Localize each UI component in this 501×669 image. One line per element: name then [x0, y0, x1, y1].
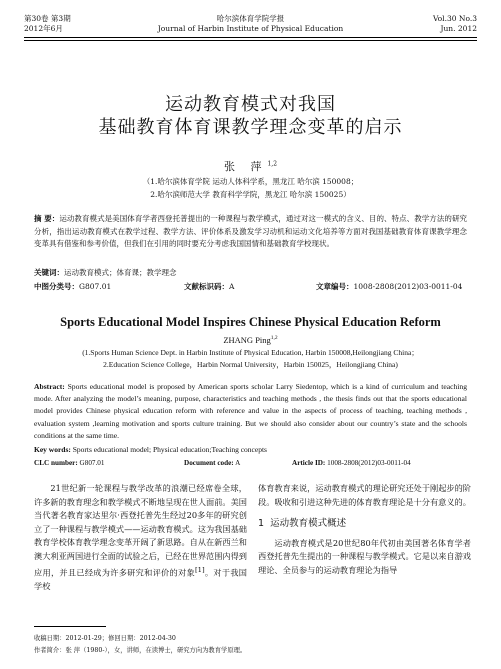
section-heading [258, 517, 471, 531]
article-id-en-value: 1008-2808(2012)03-0011-04 [327, 459, 411, 467]
paper-title-line1: 运动教育模式对我国 [165, 94, 336, 115]
article-id-label: 文章编号： [316, 282, 354, 291]
author-sup: 1,2 [267, 160, 278, 168]
clc-en-label: CLC number: [34, 459, 78, 467]
article-id-en-label: Article ID: [292, 459, 326, 467]
body-text-tail: 。对于我国学校 [34, 567, 247, 591]
author-bio: 作者简介：张 萍（1980-），女，讲师，在读博士，研究方向为教育学原理。 [34, 647, 247, 654]
header-rule-thin [24, 40, 477, 41]
english-affiliation-2: 2.Education Science College，Harbin Normal University，Harbin 150025，Heilongjiang China) [103, 360, 398, 369]
abstract-en-label: Abstract: [34, 382, 65, 391]
received-date: 收稿日期：2012-01-29；修回日期：2012-04-30 [34, 635, 176, 642]
classification-cn [34, 281, 467, 292]
journal-name-en: Journal of Harbin Institute of Physical Education [157, 24, 344, 33]
author-name: 张 萍 [223, 160, 268, 173]
english-author [0, 335, 501, 345]
keywords-en-text: Sports educational model; Physical education;Teaching concepts [72, 445, 267, 454]
article-id-value: 1008-2808(2012)03-0011-04 [353, 282, 463, 291]
section-title: 运动教育模式概述 [270, 518, 347, 530]
body-text: 21世纪新一轮课程与教学改革的浪潮已经席卷全球，许多新的教育理念和教学模式不断地呈现在世人面前。美国当代著名教育家达里尔·西登托普先生经过20多年的研究创立了一种课程与教学模式——运动教育模式。这为我国基础教育学校体育教学理念变革开阔了新思路。自从在新西兰和澳大利亚两国进行全面的试验之后，已经在世界范围内得到应用，并且已经成为许多研究和评价的对象 [34, 483, 247, 578]
affiliation-1: （1.哈尔滨体育学院 运动人体科学系，黑龙江 哈尔滨 150008； [142, 177, 359, 186]
english-title: Sports Educational Model Inspires Chinese Physical Education Reform [60, 315, 441, 329]
citation: [1] [194, 565, 205, 574]
journal-name-cn: 哈尔滨体育学院学报 [216, 14, 285, 23]
body-paragraph: 运动教育模式是20世纪80年代初由美国著名体育学者西登托普先生提出的一种课程与教学模式。它是以来自游戏理论、全员参与的运动教育理论为指导 [258, 537, 471, 575]
abstract-label: 摘 要： [34, 214, 60, 223]
doc-code-en-label: Document code: [184, 459, 234, 467]
english-author-sup: 1,2 [270, 335, 278, 342]
date-line: 2012年6月 [24, 24, 63, 33]
keywords-label: 关键词： [34, 268, 64, 277]
body-paragraph [34, 482, 247, 593]
doc-code-label: 文献标识码： [184, 282, 229, 291]
abstract-en-text: Sports educational model is proposed by American sports scholar Larry Siedentop, which is a kind of curriculum and teaching mode. After analyzing the model’s meaning, purpose, characteristics and teaching methods , the thesis finds out that the sports educational model provides Chinese physical education reform with reference and value in the aspects of process of teaching, teaching methods , evaluation system ,learning motivation and sports culture training. But we should also consider about our country’s state and the schools conditions at the same time. [34, 382, 467, 440]
body-column-left [34, 482, 247, 593]
english-author-name: ZHANG Ping [223, 335, 271, 345]
volume-line: 第30卷 第3期 [24, 14, 71, 23]
page-header [24, 14, 477, 48]
journal-name [24, 14, 477, 34]
keywords-en [34, 445, 467, 454]
header-rule-thick [24, 37, 477, 38]
clc-en-value: G807.01 [79, 459, 105, 467]
clc-value: G807.01 [79, 282, 112, 291]
keywords-text: 运动教育模式；体育课；教学理念 [64, 268, 177, 277]
volume-issue-en [433, 14, 477, 34]
keywords-en-label: Key words: [34, 445, 71, 454]
section-number: 1 [258, 518, 265, 530]
affiliation-2: 2.哈尔滨师范大学 教育科学学院，黑龙江 哈尔滨 150025） [150, 190, 351, 199]
body-paragraph: 体育教育来说，运动教育模式的理论研究还处于刚起步的阶段。吸收和引进这种先进的体育教育理论是十分有意义的。 [258, 483, 471, 507]
abstract-en [34, 381, 467, 442]
keywords-cn [34, 267, 467, 278]
doc-code-en-value: A [235, 459, 241, 467]
body-column-right [258, 482, 471, 578]
english-affiliation-1: (1.Sports Human Science Dept. in Harbin Institute of Physical Education, Harbin 150008,Heilongjiang China； [82, 348, 419, 357]
abstract-cn [34, 213, 467, 251]
footnote-rule [34, 626, 106, 627]
paper-title-line2: 基础教育体育课教学理念变革的启示 [98, 117, 403, 138]
volume-line-en: Vol.30 No.3 [432, 14, 477, 23]
author [0, 158, 501, 174]
classification-en [34, 459, 467, 467]
abstract-text: 运动教育模式是美国体育学者西登托普提出的一种课程与教学模式，通过对这一模式的含义、目的、特点、教学方法的研究分析，指出运动教育模式在教学过程、教学方法、评价体系及激发学习动机和运动文化培养等方面对我国基础教育体育课教学理念变革具有借鉴和参考价值，但我们在引用的同时要充分考虑我国国情和基础教育学校现状。 [34, 214, 467, 248]
doc-code-value: A [229, 282, 235, 291]
clc-label: 中图分类号： [34, 282, 79, 291]
date-line-en: Jun. 2012 [440, 24, 477, 33]
